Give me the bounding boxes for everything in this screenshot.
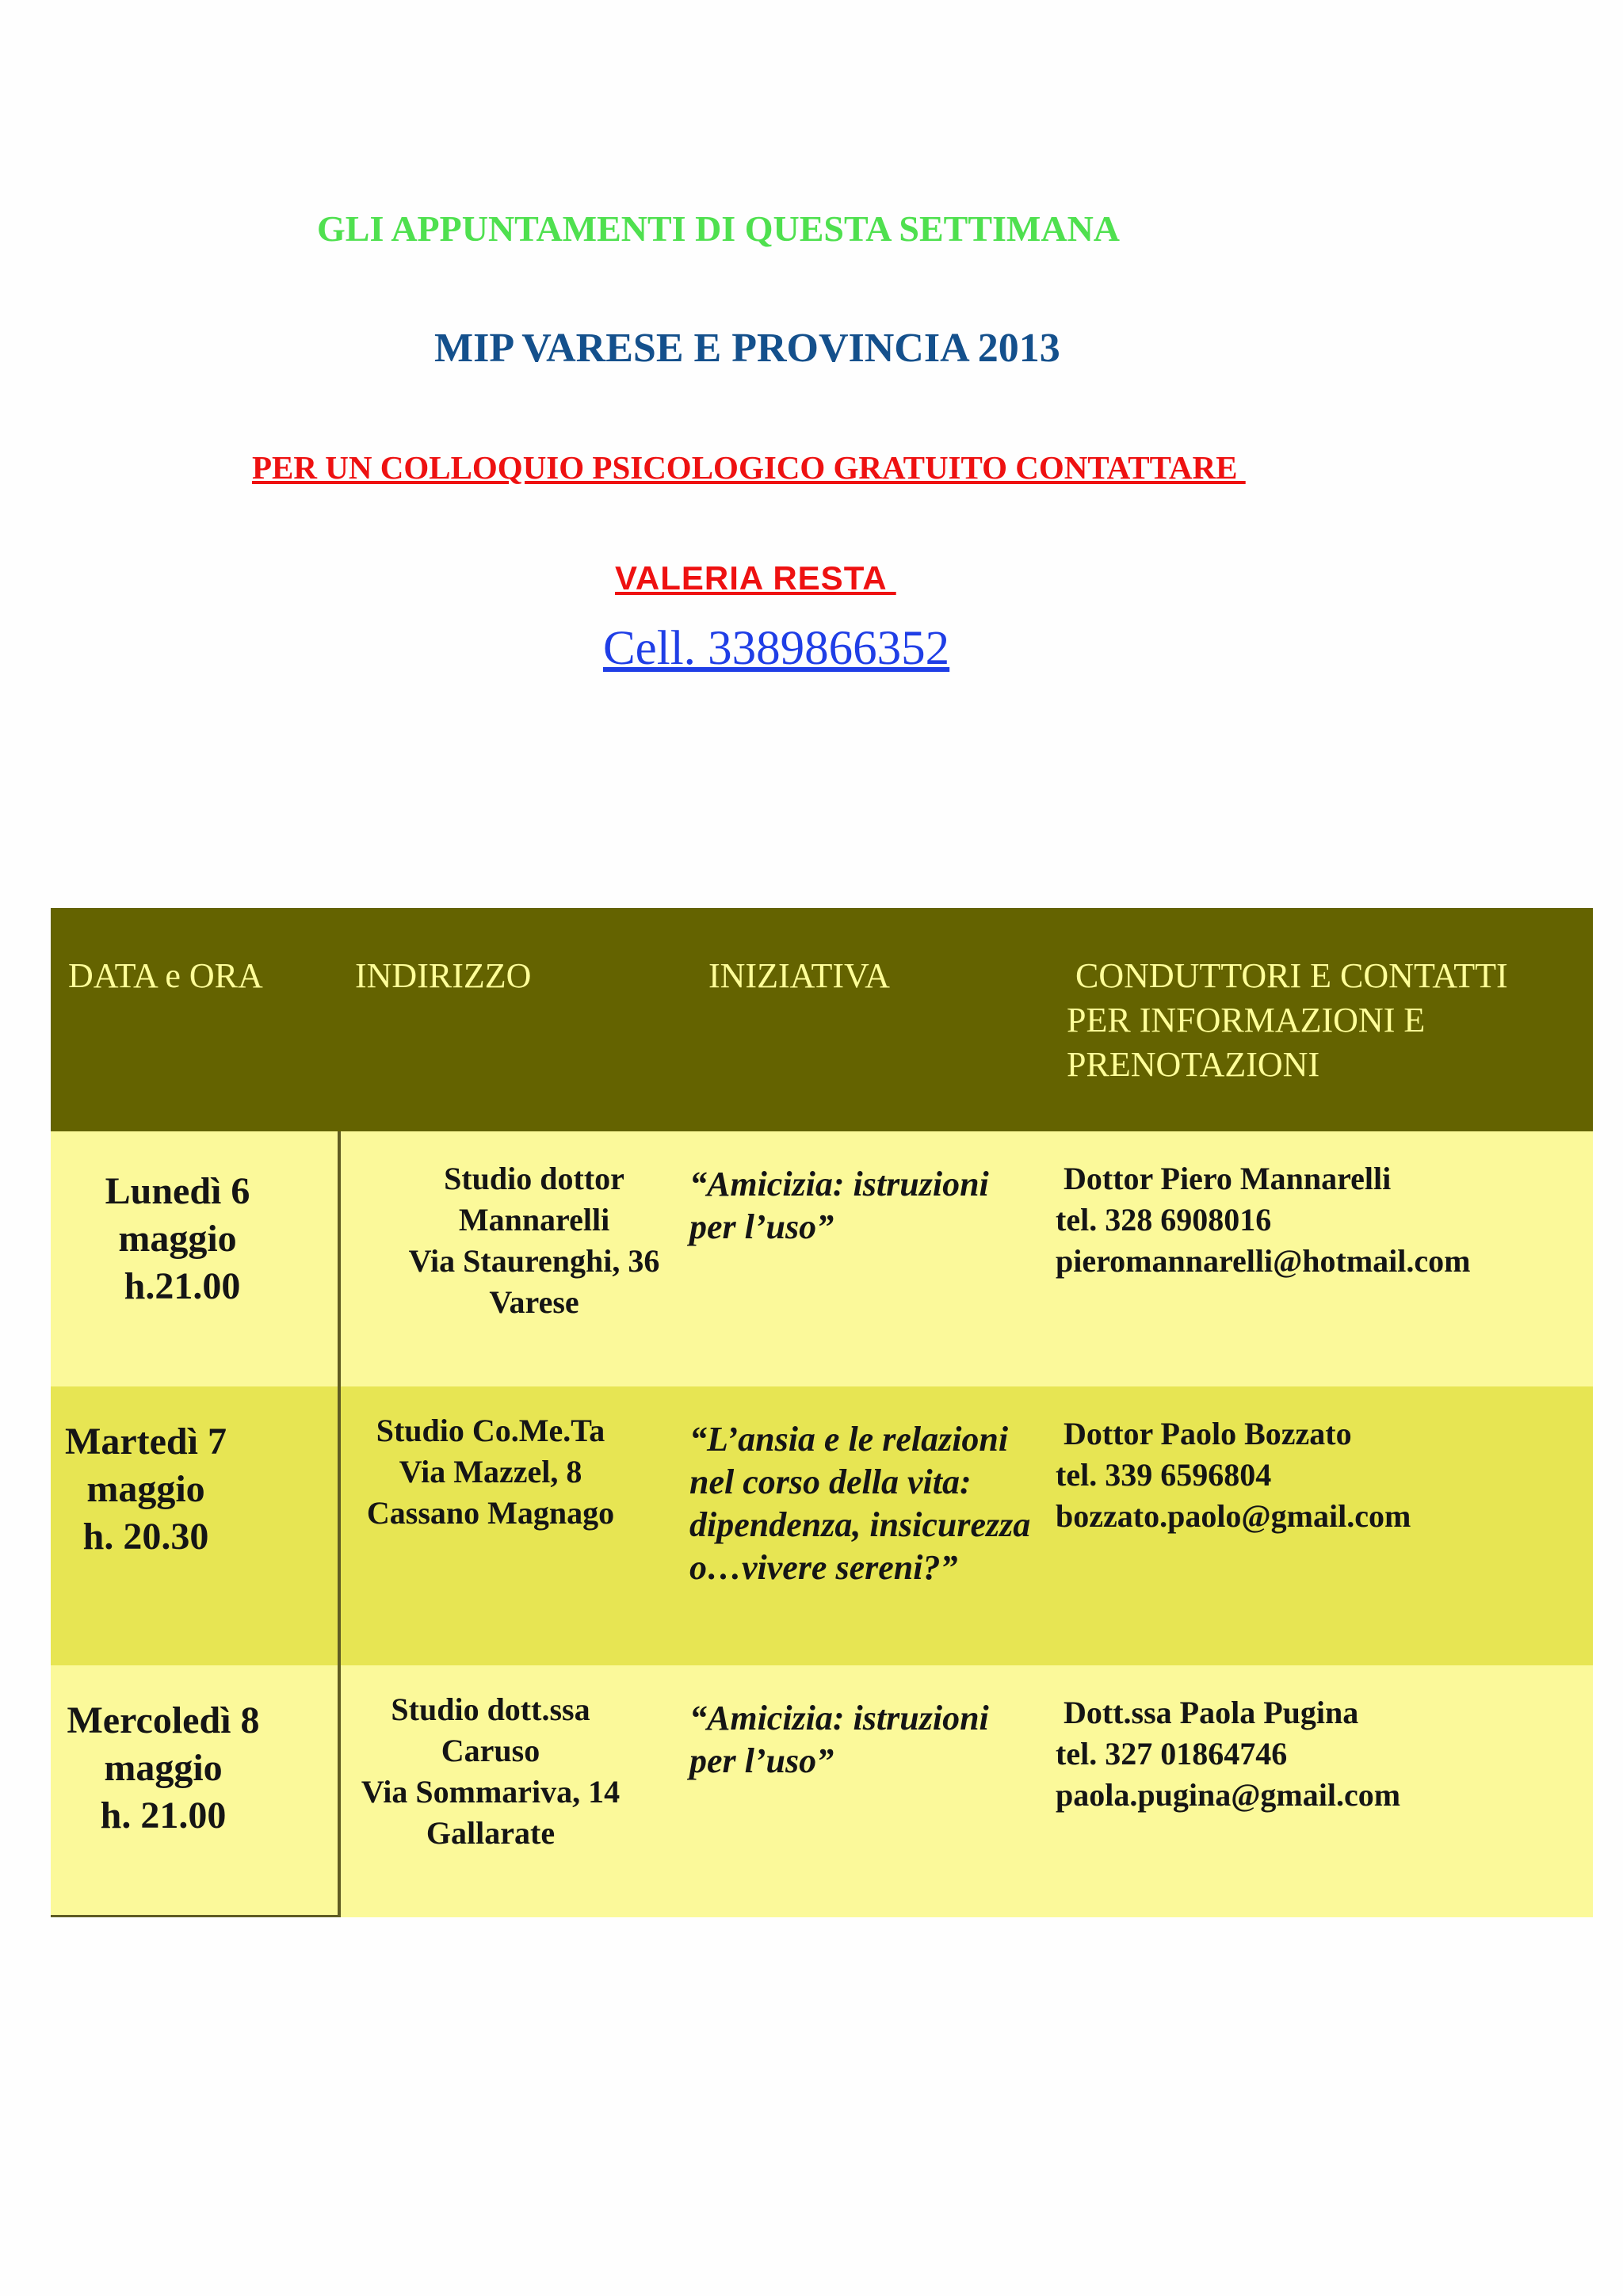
page-title: GLI APPUNTAMENTI DI QUESTA SETTIMANA bbox=[317, 208, 1121, 249]
column-header-initiative: INIZIATIVA bbox=[708, 956, 890, 995]
page-subtitle: MIP VARESE E PROVINCIA 2013 bbox=[434, 326, 1060, 371]
column-header-address: INDIRIZZO bbox=[355, 956, 532, 995]
row-initiative: “Amicizia: istruzioni per l’uso” bbox=[689, 1699, 989, 1780]
table-row bbox=[51, 1386, 1593, 1665]
schedule-table bbox=[51, 908, 1593, 1917]
row-address: Studio Co.Me.Ta Via Mazzel, 8 Cassano Magnago bbox=[366, 1413, 615, 1531]
table-header-row bbox=[51, 908, 1593, 1131]
row-address: Studio dottor Mannarelli Via Staurenghi, 36 Varese bbox=[408, 1161, 660, 1320]
row-date: Lunedì 6 maggio h.21.00 bbox=[105, 1170, 250, 1307]
row-initiative: “Amicizia: istruzioni per l’uso” bbox=[689, 1165, 989, 1246]
row-contact: Dottor Paolo Bozzato tel. 339 6596804 bozzato.paolo@gmail.com bbox=[1056, 1416, 1411, 1534]
column-divider bbox=[338, 1131, 341, 1917]
row-contact: Dott.ssa Paola Pugina tel. 327 01864746 paola.pugina@gmail.com bbox=[1056, 1695, 1401, 1813]
row-address: Studio dott.ssa Caruso Via Sommariva, 14 Gallarate bbox=[361, 1691, 621, 1851]
contact-name: VALERIA RESTA bbox=[615, 559, 896, 597]
row-date: Martedì 7 maggio h. 20.30 bbox=[65, 1421, 227, 1558]
contact-phone-link[interactable]: Cell. 3389866352 bbox=[603, 622, 950, 675]
table-bottom-border bbox=[51, 1915, 339, 1917]
column-header-contacts: CONDUTTORI E CONTATTI PER INFORMAZIONI E PRENOTAZIONI bbox=[1067, 956, 1508, 1084]
row-initiative: “L’ansia e le relazioni nel corso della vita: dipendenza, insicurezza o…vivere sereni?” bbox=[689, 1420, 1031, 1587]
column-header-date: DATA e ORA bbox=[68, 956, 263, 995]
table-row bbox=[51, 1665, 1593, 1917]
row-date: Mercoledì 8 maggio h. 21.00 bbox=[67, 1699, 260, 1836]
table-row bbox=[51, 1131, 1593, 1386]
row-contact: Dottor Piero Mannarelli tel. 328 6908016 pieromannarelli@hotmail.com bbox=[1056, 1161, 1471, 1279]
call-to-action: PER UN COLLOQUIO PSICOLOGICO GRATUITO CONTATTARE bbox=[252, 449, 1246, 486]
